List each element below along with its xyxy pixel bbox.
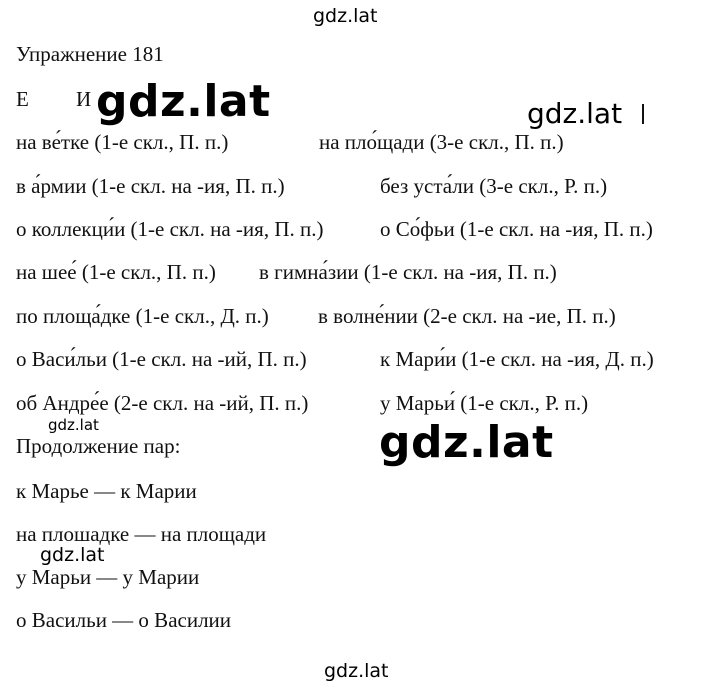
- row-4-left: на шее́ (1-е скл., П. п.): [16, 260, 216, 284]
- watermark-bottom: gdz.lat: [324, 660, 389, 682]
- column-header-i: И: [76, 87, 92, 111]
- row-3-right: о Со́фьи (1-е скл. на -ия, П. п.): [380, 217, 653, 241]
- row-5-right: в волне́нии (2-е скл. на -ие, П. п.): [318, 304, 616, 328]
- row-4-right: в гимна́зии (1-е скл. на -ия, П. п.): [259, 260, 557, 284]
- row-1-right: на пло́щади (3-е скл., П. п.): [319, 130, 564, 154]
- watermark-small-2: gdz.lat: [40, 544, 105, 566]
- pair-2: на плошадке — на площади: [16, 522, 267, 546]
- column-header-e: Е: [16, 87, 29, 111]
- row-6-right: к Мари́и (1-е скл. на -ия, Д. п.): [380, 347, 654, 371]
- row-5-left: по площа́дке (1-е скл., Д. п.): [16, 304, 269, 328]
- row-7-left: об Андре́е (2-е скл. на -ий, П. п.): [16, 391, 309, 415]
- pair-4: о Васильи — о Василии: [16, 608, 232, 632]
- watermark-tiny-1: gdz.lat: [48, 416, 99, 434]
- watermark-mid: gdz.lat: [527, 97, 623, 130]
- pair-3: у Марьи — у Марии: [16, 565, 200, 589]
- pair-1: к Марье — к Марии: [16, 479, 197, 503]
- row-6-left: о Васи́льи (1-е скл. на -ий, П. п.): [16, 347, 307, 371]
- row-1-left: на ве́тке (1-е скл., П. п.): [16, 130, 229, 154]
- row-3-left: о коллекци́и (1-е скл. на -ия, П. п.): [16, 217, 324, 241]
- exercise-title: Упражнение 181: [16, 42, 164, 66]
- row-2-left: в а́рмии (1-е скл. на -ия, П. п.): [16, 174, 285, 198]
- watermark-top: gdz.lat: [313, 5, 378, 27]
- row-7-right: у Марьи́ (1-е скл., Р. п.): [380, 391, 589, 415]
- watermark-big-1: gdz.lat: [96, 76, 271, 127]
- watermark-big-2: gdz.lat: [379, 417, 554, 468]
- cursor-bar: [642, 104, 644, 124]
- continuation-title: Продолжение пар:: [16, 434, 181, 458]
- row-2-right: без уста́ли (3-е скл., Р. п.): [380, 174, 608, 198]
